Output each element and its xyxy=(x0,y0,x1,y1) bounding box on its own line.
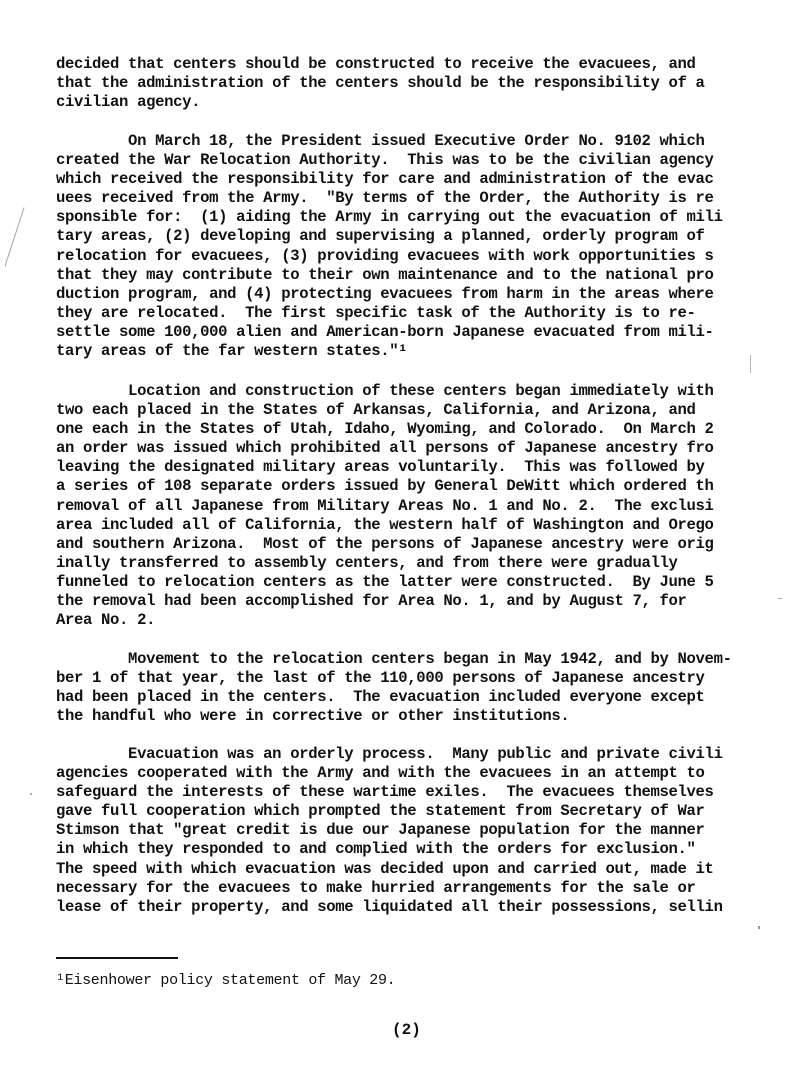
text-line: which received the responsibility for care and administration of the evac xyxy=(56,170,714,189)
text-line: in which they responded to and complied with the orders for exclusion." xyxy=(56,840,696,859)
text-line: settle some 100,000 alien and American-born Japanese evacuated from mili- xyxy=(56,322,714,341)
text-line: that they may contribute to their own maintenance and to the national pro xyxy=(56,265,714,284)
text-line: uees received from the Army. "By terms of the Order, the Authority is re xyxy=(56,189,714,208)
paragraph-4 xyxy=(56,650,800,726)
text-line: Area No. 2. xyxy=(56,611,156,630)
text-line: duction program, and (4) protecting evacuees from harm in the areas where xyxy=(56,284,714,303)
text-line: a series of 108 separate orders issued by General DeWitt which ordered th xyxy=(56,477,714,496)
text-line: inally transferred to assembly centers, and from there were gradually xyxy=(56,553,678,572)
text-line: area included all of California, the western half of Washington and Orego xyxy=(56,515,714,534)
text-line: On March 18, the President issued Executive Order No. 9102 which xyxy=(56,132,705,150)
text-line: Location and construction of these centers began immediately with xyxy=(56,382,714,400)
margin-pencil-mark xyxy=(4,207,24,266)
margin-scan-mark xyxy=(758,926,760,929)
text-line: an order was issued which prohibited all persons of Japanese ancestry fro xyxy=(56,439,714,458)
text-line: The speed with which evacuation was decided upon and carried out, made it xyxy=(56,859,714,878)
text-line: two each placed in the States of Arkansas, California, and Arizona, and xyxy=(56,401,696,420)
footnote: ¹Eisenhower policy statement of May 29. xyxy=(56,972,396,989)
text-line: decided that centers should be constructed to receive the evacuees, and xyxy=(56,55,696,73)
margin-scan-mark xyxy=(30,793,32,795)
text-line: removal of all Japanese from Military Areas No. 1 and No. 2. The exclusi xyxy=(56,496,714,515)
text-line: tary areas of the far western states."¹ xyxy=(56,342,408,361)
text-line: the handful who were in corrective or other institutions. xyxy=(56,707,570,726)
text-line: ber 1 of that year, the last of the 110,000 persons of Japanese ancestry xyxy=(56,669,705,688)
text-line: safeguard the interests of these wartime exiles. The evacuees themselves xyxy=(56,783,714,802)
paragraph-1 xyxy=(56,55,800,112)
text-line: they are relocated. The first specific task of the Authority is to re- xyxy=(56,303,696,322)
text-line: one each in the States of Utah, Idaho, Wyoming, and Colorado. On March 2 xyxy=(56,420,714,439)
paragraph-5 xyxy=(56,745,800,917)
footnote-divider xyxy=(56,957,178,959)
text-line: Movement to the relocation centers began in May 1942, and by Novem- xyxy=(56,650,732,668)
margin-scan-mark xyxy=(750,355,751,373)
margin-scan-mark xyxy=(778,598,782,599)
text-line: and southern Arizona. Most of the persons of Japanese ancestry were orig xyxy=(56,534,714,553)
text-line: relocation for evacuees, (3) providing evacuees with work opportunities s xyxy=(56,246,714,265)
text-line: agencies cooperated with the Army and with the evacuees in an attempt to xyxy=(56,764,705,783)
page-number: (2) xyxy=(392,1021,421,1039)
text-line: Evacuation was an orderly process. Many public and private civili xyxy=(56,745,723,763)
text-line: leaving the designated military areas voluntarily. This was followed by xyxy=(56,458,705,477)
text-line: lease of their property, and some liquidated all their possessions, sellin xyxy=(56,897,723,916)
text-line: necessary for the evacuees to make hurried arrangements for the sale or xyxy=(56,878,696,897)
text-line: tary areas, (2) developing and supervising a planned, orderly program of xyxy=(56,227,705,246)
text-line: that the administration of the centers should be the responsibility of a xyxy=(56,74,705,93)
text-line: created the War Relocation Authority. This was to be the civilian agency xyxy=(56,151,714,170)
text-line: Stimson that "great credit is due our Japanese population for the manner xyxy=(56,821,705,840)
text-line: the removal had been accomplished for Area No. 1, and by August 7, for xyxy=(56,592,687,611)
text-line: sponsible for: (1) aiding the Army in carrying out the evacuation of mili xyxy=(56,208,723,227)
text-line: gave full cooperation which prompted the statement from Secretary of War xyxy=(56,802,705,821)
paragraph-2 xyxy=(56,132,800,361)
text-line: had been placed in the centers. The evacuation included everyone except xyxy=(56,688,705,707)
text-line: funneled to relocation centers as the latter were constructed. By June 5 xyxy=(56,572,714,591)
paragraph-3 xyxy=(56,382,800,630)
text-line: civilian agency. xyxy=(56,93,201,112)
